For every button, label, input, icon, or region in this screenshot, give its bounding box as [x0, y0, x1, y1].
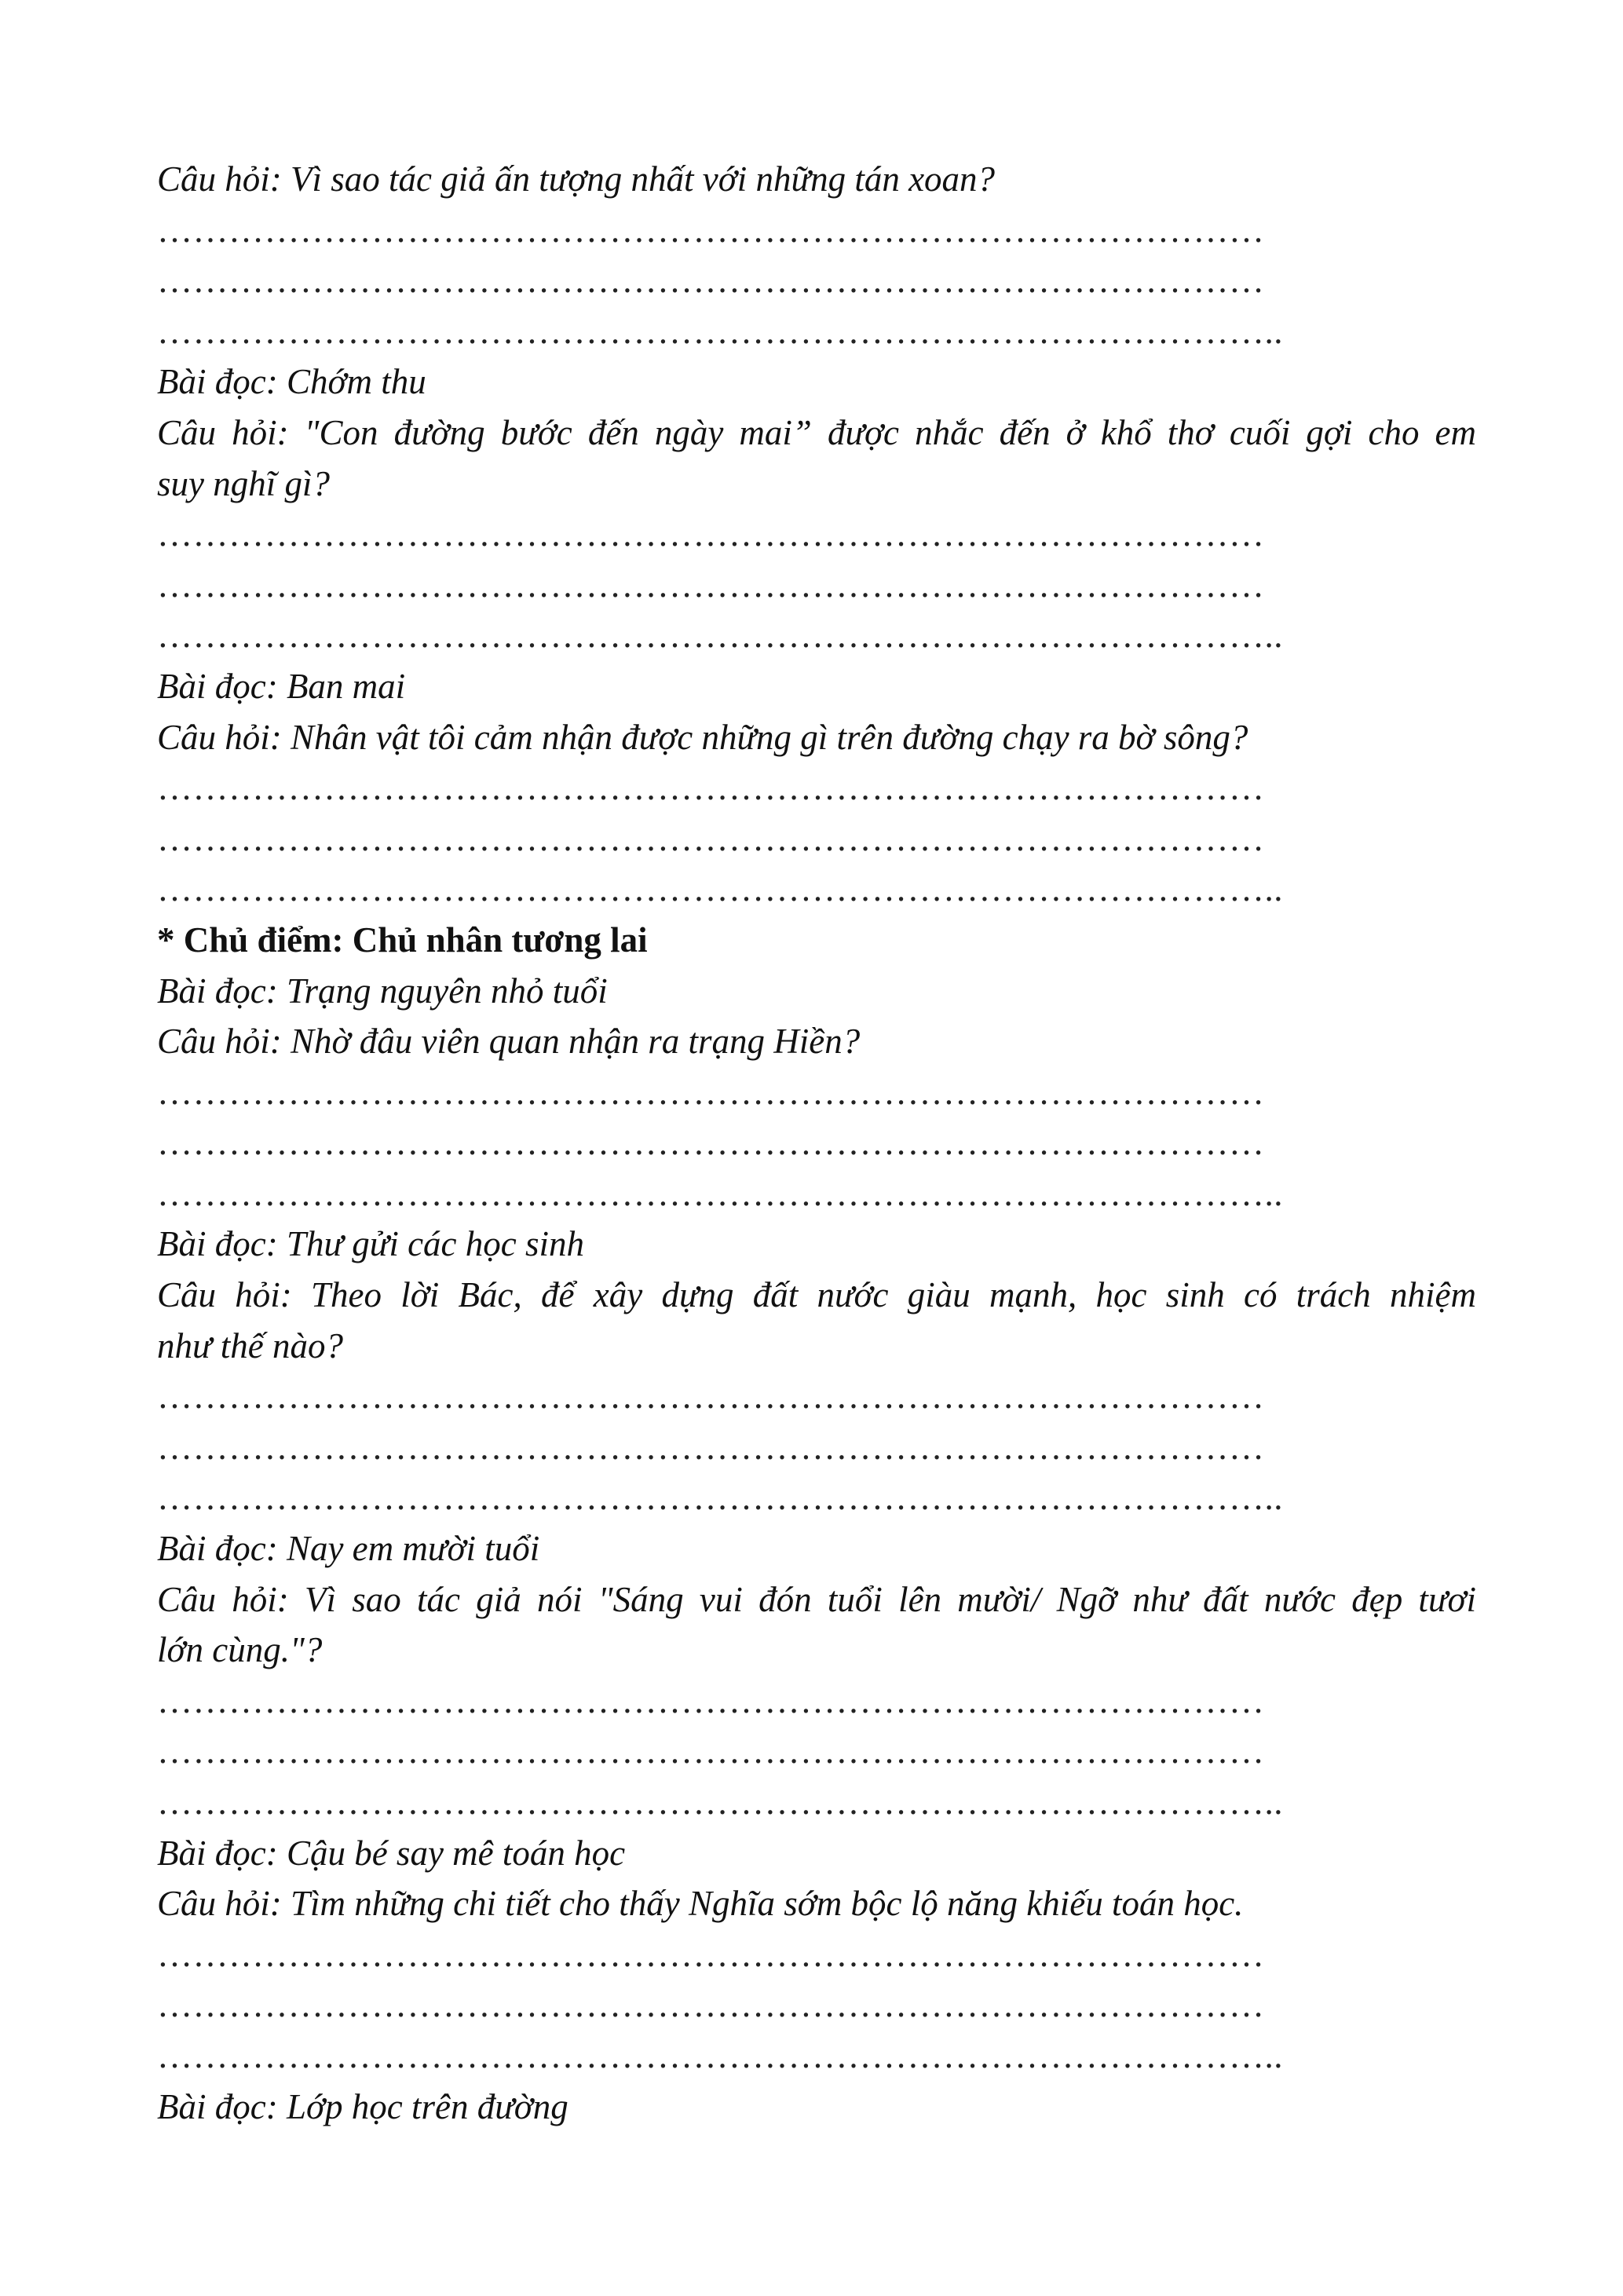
answer-line[interactable]: ………………………………………………………………………………….. — [157, 1478, 1283, 1518]
question-text: Câu hỏi: Vì sao tác giả ấn tượng nhất với những tán xoan? — [157, 159, 996, 199]
answer-line[interactable]: ………………………………………………………………………………… — [157, 1680, 1265, 1720]
answer-line[interactable]: ………………………………………………………………………………… — [157, 1731, 1265, 1771]
question-text-continued: lớn cùng."? — [157, 1630, 323, 1670]
answer-line[interactable]: ………………………………………………………………………………….. — [157, 1173, 1283, 1213]
answer-line[interactable]: ………………………………………………………………………………… — [157, 1072, 1265, 1112]
answer-line[interactable]: ………………………………………………………………………………… — [157, 514, 1265, 554]
answer-line[interactable]: ………………………………………………………………………………… — [157, 1427, 1265, 1467]
question-text: Câu hỏi: Vì sao tác giả nói "Sáng vui đón tuổi lên mười/ Ngỡ như đất nước đẹp tươi — [157, 1579, 1476, 1619]
question-text: Câu hỏi: Nhân vật tôi cảm nhận được những gì trên đường chạy ra bờ sông? — [157, 717, 1248, 757]
question-text: Câu hỏi: Nhờ đâu viên quan nhận ra trạng Hiền? — [157, 1022, 861, 1062]
answer-line[interactable]: ………………………………………………………………………………….. — [157, 2035, 1283, 2075]
answer-line[interactable]: ………………………………………………………………………………….. — [157, 869, 1283, 909]
reading-title: Bài đọc: Trạng nguyên nhỏ tuổi — [157, 971, 608, 1011]
answer-line[interactable]: ………………………………………………………………………………… — [157, 1123, 1265, 1163]
reading-title: Bài đọc: Thư gửi các học sinh — [157, 1224, 584, 1264]
reading-title: Bài đọc: Cậu bé say mê toán học — [157, 1833, 626, 1873]
question-text-continued: như thế nào? — [157, 1325, 344, 1366]
answer-line[interactable]: ………………………………………………………………………………… — [157, 1377, 1265, 1417]
question-text: Câu hỏi: "Con đường bước đến ngày mai” được nhắc đến ở khổ thơ cuối gợi cho em — [157, 412, 1476, 452]
reading-title: Bài đọc: Chớm thu — [157, 362, 426, 402]
worksheet-page — [157, 154, 1476, 2132]
reading-title: Bài đọc: Ban mai — [157, 666, 406, 706]
answer-line[interactable]: ………………………………………………………………………………… — [157, 1985, 1265, 2025]
reading-title: Bài đọc: Lớp học trên đường — [157, 2086, 568, 2126]
answer-line[interactable]: ………………………………………………………………………………….. — [157, 1782, 1283, 1822]
question-text: Câu hỏi: Tìm những chi tiết cho thấy Nghĩa sớm bộc lộ năng khiếu toán học. — [157, 1884, 1244, 1924]
question-text: Câu hỏi: Theo lời Bác, để xây dựng đất nước giàu mạnh, học sinh có trách nhiệm — [157, 1275, 1476, 1315]
answer-line[interactable]: ………………………………………………………………………………….. — [157, 311, 1283, 351]
answer-line[interactable]: ………………………………………………………………………………… — [157, 565, 1265, 605]
answer-line[interactable]: ………………………………………………………………………………… — [157, 261, 1265, 301]
answer-line[interactable]: ………………………………………………………………………………… — [157, 818, 1265, 858]
answer-line[interactable]: ………………………………………………………………………………… — [157, 768, 1265, 808]
answer-line[interactable]: ………………………………………………………………………………….. — [157, 616, 1283, 656]
reading-title: Bài đọc: Nay em mười tuổi — [157, 1529, 540, 1569]
question-text-continued: suy nghĩ gì? — [157, 463, 330, 503]
answer-line[interactable]: ………………………………………………………………………………… — [157, 210, 1265, 250]
answer-line[interactable]: ………………………………………………………………………………… — [157, 1934, 1265, 1974]
theme-heading: * Chủ điểm: Chủ nhân tương lai — [157, 919, 648, 960]
